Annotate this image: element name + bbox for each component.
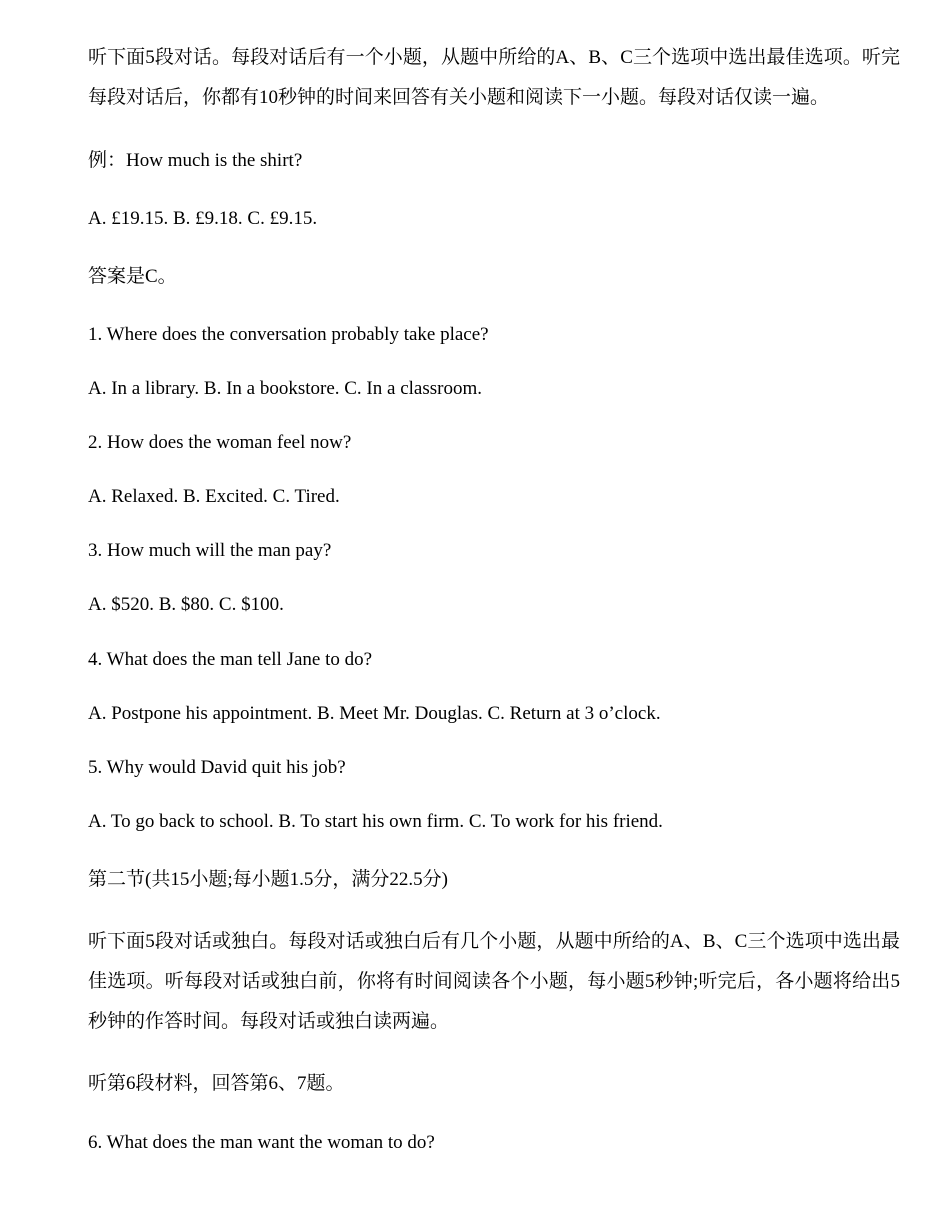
question-2-options: A. Relaxed. B. Excited. C. Tired. (88, 486, 340, 507)
example-answer: 答案是C。 (88, 266, 177, 287)
question-1-options: A. In a library. B. In a bookstore. C. In a classroom. (88, 378, 482, 399)
example-question: 例：How much is the shirt? (88, 150, 303, 171)
question-5: 5. Why would David quit his job? (88, 757, 346, 778)
question-4-options: A. Postpone his appointment. B. Meet Mr. Douglas. C. Return at 3 o’clock. (88, 703, 661, 724)
question-4: 4. What does the man tell Jane to do? (88, 649, 373, 670)
question-1: 1. Where does the conversation probably take place? (88, 324, 489, 345)
section2-instructions: 听下面5段对话或独白。每段对话或独白后有几个小题，从题中所给的A、B、C三个选项中选出最佳选项。听每段对话或独白前，你将有时间阅读各个小题，每小题5秒钟;听完后，各小题将给出5秒钟的作答时间。每段对话或独白读两遍。 (88, 931, 900, 1032)
question-2: 2. How does the woman feel now? (88, 432, 352, 453)
section1-instructions: 听下面5段对话。每段对话后有一个小题，从题中所给的A、B、C三个选项中选出最佳选项。听完每段对话后，你都有10秒钟的时间来回答有关小题和阅读下一小题。每段对话仅读一遍。 (88, 47, 900, 108)
material-6-heading: 听第6段材料，回答第6、7题。 (88, 1073, 345, 1094)
question-3-options: A. $520. B. $80. C. $100. (88, 594, 284, 615)
question-3: 3. How much will the man pay? (88, 540, 332, 561)
question-5-options: A. To go back to school. B. To start his own firm. C. To work for his friend. (88, 811, 663, 832)
question-6: 6. What does the man want the woman to do? (88, 1132, 435, 1153)
section2-heading: 第二节(共15小题;每小题1.5分，满分22.5分) (88, 869, 448, 890)
example-options: A. £19.15. B. £9.18. C. £9.15. (88, 208, 318, 229)
